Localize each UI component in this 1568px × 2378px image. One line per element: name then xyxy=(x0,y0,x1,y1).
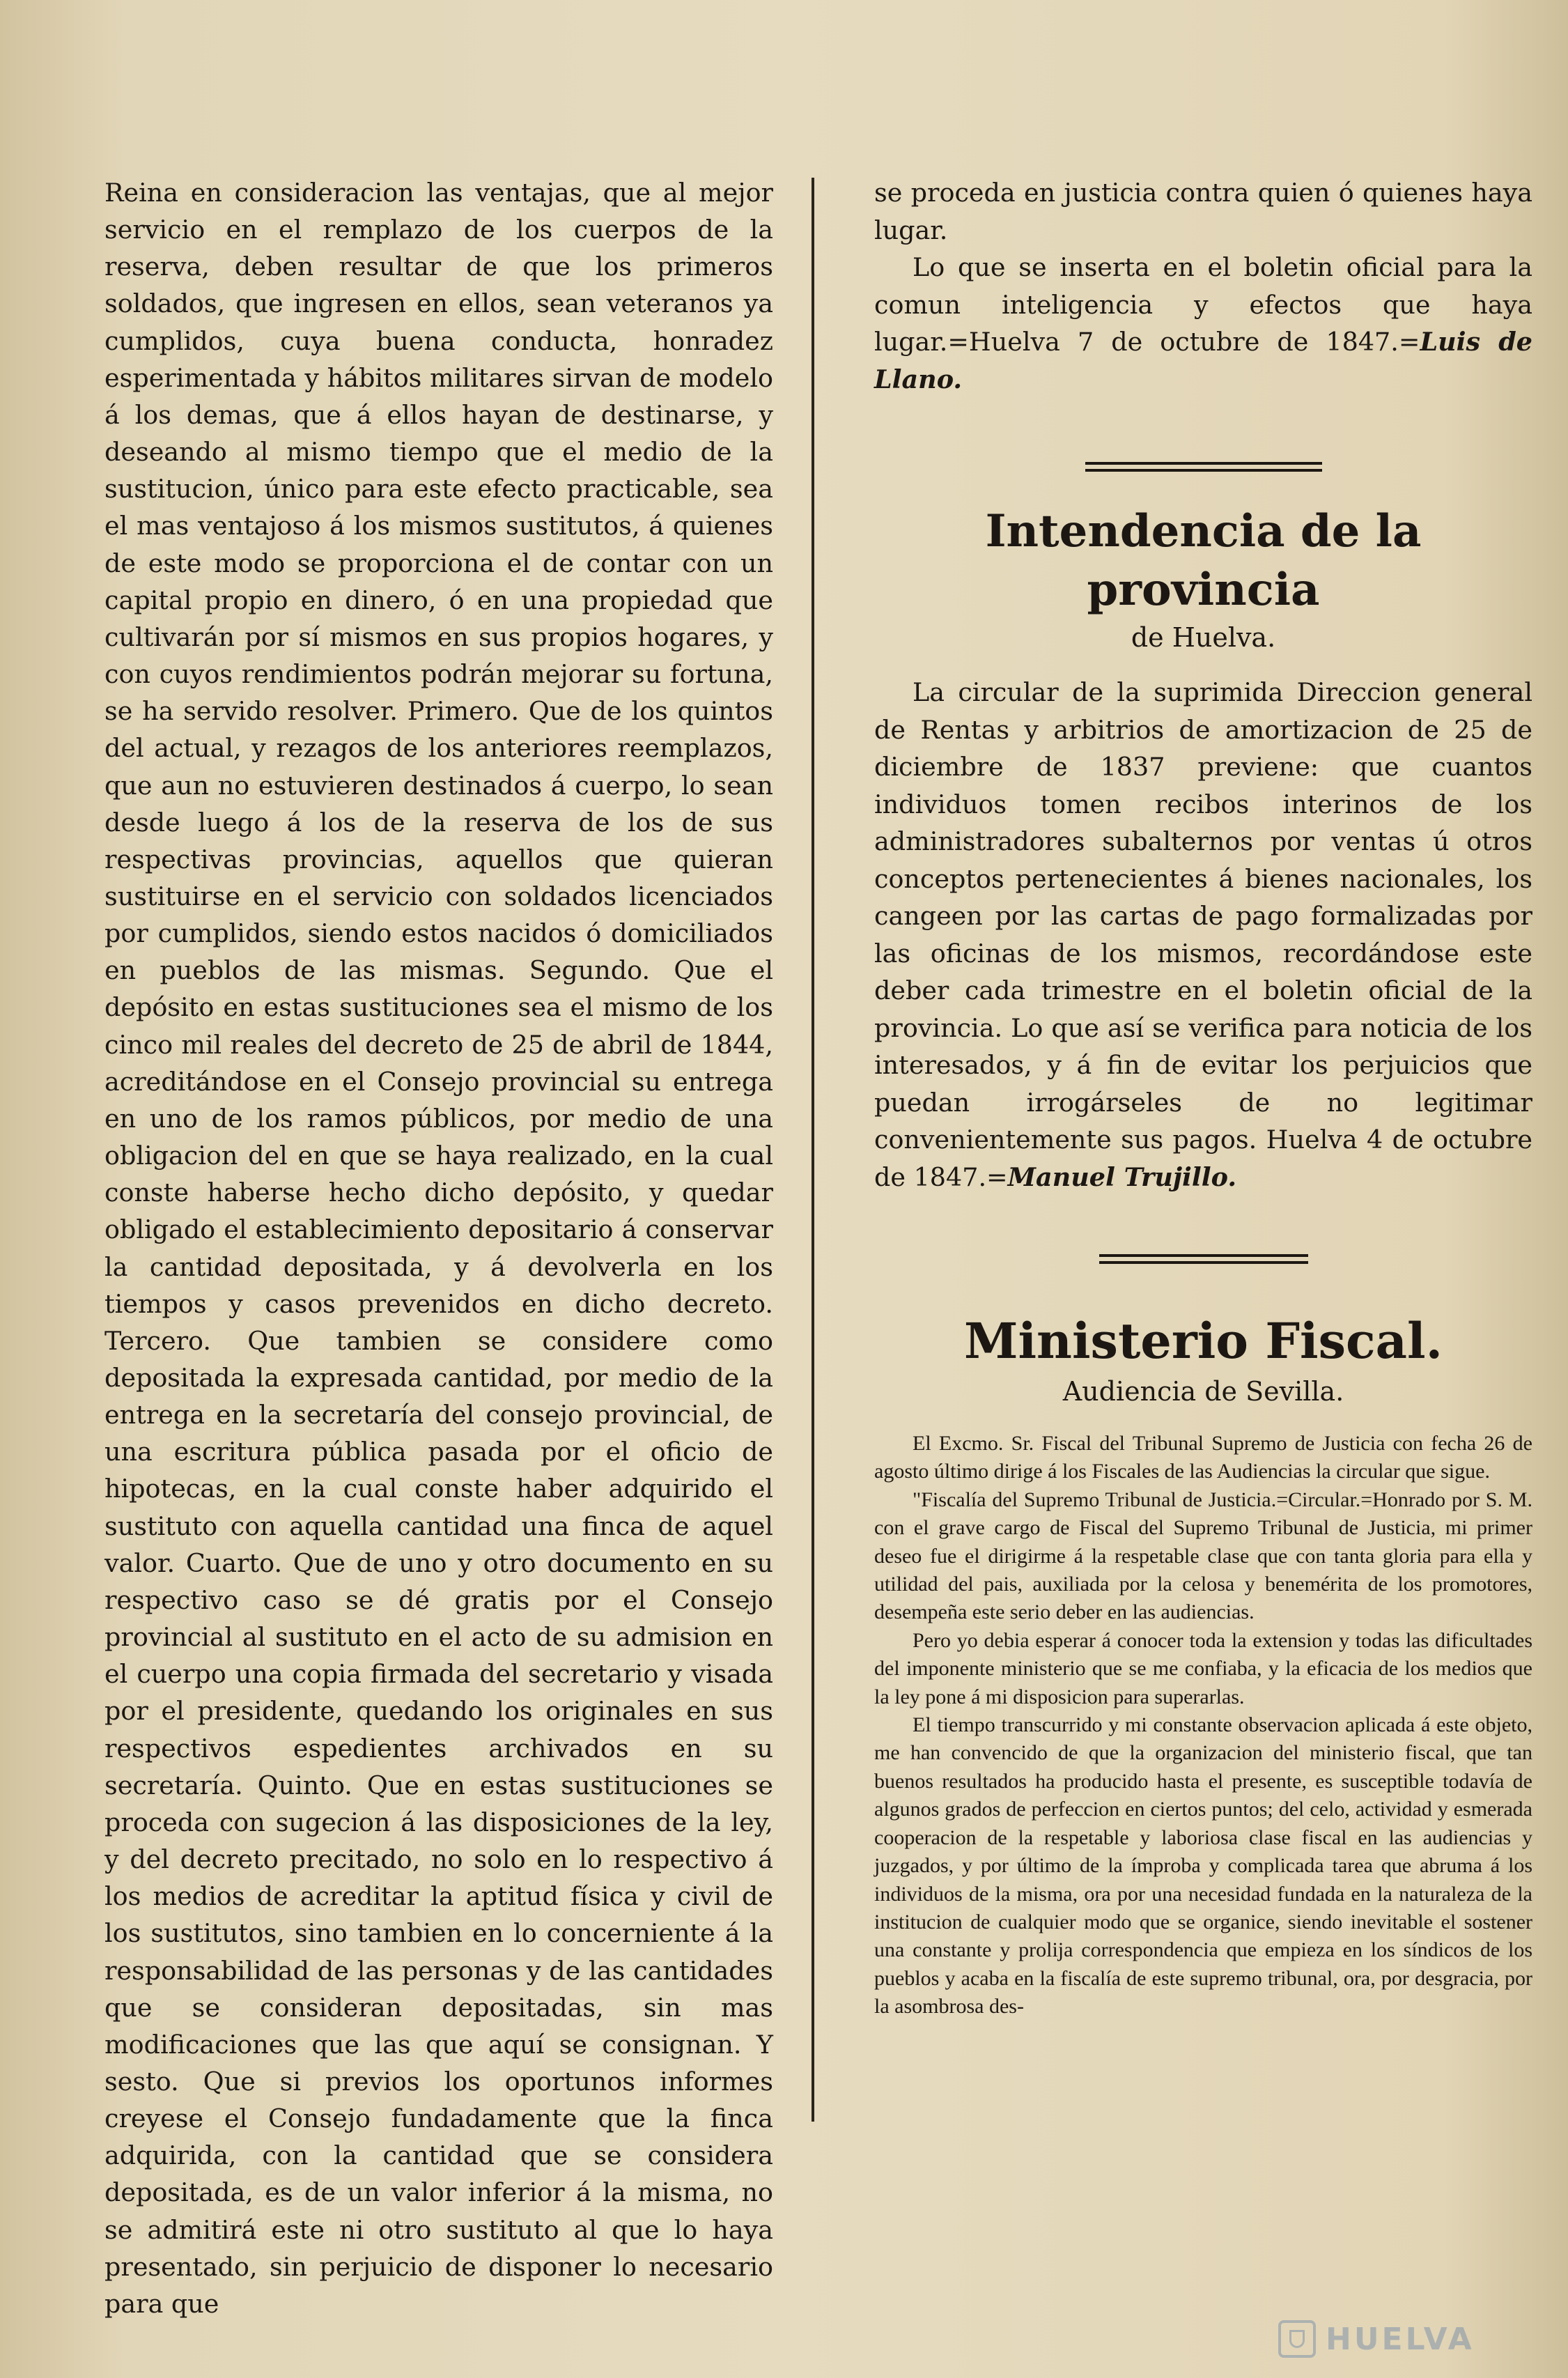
shield-logo-icon xyxy=(1278,2320,1316,2358)
intendencia-body-text: La circular de la suprimida Direccion general de Rentas y arbitrios de amortizacion de 25 de diciembre de 1837 previene: que cuantos individuos tomen recibos interinos de los administradores subalternos por ventas ú otros conceptos pertenecientes á bienes nacionales, los cangeen por las cartas de pago formalizadas por las oficinas de los mismos, recordándose este deber cada trimestre en el boletin oficial de la provincia. Lo que así se verifica para noticia de los interesados, y á fin de evitar los perjuicios que puedan irrogárseles de no legitimar convenientemente sus pagos. Huelva 4 de octubre de 1847.= xyxy=(874,677,1532,1192)
intendencia-signature: Manuel Trujillo. xyxy=(1007,1161,1237,1192)
publication-signature: Luis de Llano. xyxy=(874,327,1532,394)
decree-paragraph: Reina en consideracion las ventajas, que al mejor servicio en el remplazo de los cuerpos de la reserva, deben resultar de que los primeros soldados, que ingresen en ellos, sean veteranos ya cumplidos, cuya buena conducta, honradez esperimentada y hábitos militares sirvan de modelo á los demas, que á ellos hayan de destinarse, y deseando al mismo tiempo que el medio de la sustitucion, único para este efecto practicable, sea el mas ventajoso á los mismos sustitutos, á quienes de este modo se proporciona el de contar con un capital propio en dinero, ó en una propiedad que cultivarán por sí mismos en sus propios hogares, y con cuyos rendimientos podrán mejorar su fortuna, se ha servido resolver. Primero. Que de los quintos del actual, y rezagos de los anteriores reemplazos, que aun no estuvieren destinados á cuerpo, lo sean desde luego á los de la reserva de los de sus respectivas provincias, aquellos que quieran sustituirse en el servicio con soldados licenciados por cumplidos, siendo estos nacidos ó domiciliados en pueblos de las mismas. Segundo. Que el depósito en estas sustituciones sea el mismo de los cinco mil reales del decreto de 25 de abril de 1844, acreditándose en el Consejo provincial su entrega en uno de los ramos públicos, por medio de una obligacion del en que se haya realizado, en la cual conste haberse hecho dicho depósito, y quedar obligado el establecimiento depositario á conservar la cantidad depositada, y á devolverla en los tiempos y casos prevenidos en dicho decreto. Tercero. Que tambien se considere como depositada la expresada cantidad, por medio de la entrega en la secretaría del consejo provincial, de una escritura pública pasada por el oficio de hipotecas, en la cual conste haber adquirido el sustituto con aquella cantidad una finca de aquel valor. Cuarto. Que de uno y otro documento en su respectivo caso se dé gratis por el Consejo provincial al sustituto en el acto de su admision en el cuerpo una copia firmada del secretario y visada por el presidente, quedando los originales en sus respectivos espedientes archivados en su secretaría. Quinto. Que en estas sustituciones se proceda con sugecion á las disposiciones de la ley, y del decreto precitado, no solo en lo respectivo á los medios de acreditar la aptitud física y civil de los sustitutos, sino tambien en lo concerniente á la responsabilidad de las personas y de las cantidades que se consideran depositadas, sin mas modificaciones que las que aquí se consignan. Y sesto. Que si previos los oportunos informes creyese el Consejo fundadamente que la finca adquirida, con la cantidad que se considera depositada, es de un valor inferior á la misma, no se admitirá este ni otro sustituto al que lo haya presentado, sin perjuicio de disponer lo necesario para que xyxy=(104,178,773,2319)
ministerio-heading: Ministerio Fiscal. xyxy=(963,1312,1443,1370)
intendencia-subheading: de Huelva. xyxy=(1131,622,1276,653)
left-column xyxy=(104,174,773,2322)
watermark-text: HUELVA xyxy=(1326,2321,1475,2357)
ministerio-paragraph-2: "Fiscalía del Supremo Tribunal de Justicia.=Circular.=Honrado por S. M. con el grave cargo de Fiscal del Supremo Tribunal de Justicia, mi primer deseo fue el dirigirme á la respetable clase que con tanta gloria para ella y utilidad del pais, auxiliada por la celosa y benemérita de los promotores, desempeña este serio deber en las audiencias. xyxy=(874,1488,1532,1624)
section-divider-2 xyxy=(1099,1254,1308,1264)
ministerio-paragraph-3: Pero yo debia esperar á conocer toda la extension y todas las dificultades del imponente ministerio que se me confiaba, y la eficacia de los medios que la ley pone á mi disposicion para superarlas. xyxy=(874,1628,1532,1708)
ministerio-paragraph-4: El tiempo transcurrido y mi constante observacion aplicada á este objeto, me han convencido de que la organizacion del ministerio fiscal, que tan buenos resultados ha producido hasta el presente, es susceptible todavía de algunos grados de perfeccion en ciertos puntos; del celo, actividad y esmerada cooperacion de la respetable y laboriosa clase fiscal en las audiencias y juzgados, y por último de la ímproba y complicada tarea que abruma á los individuos de la misma, ora por una necesidad fundada en la naturaleza de la institucion de cualquier modo que se organice, siendo inevitable el sostener una constante y prolija correspondencia que empieza en los síndicos de los pueblos y acaba en la fiscalía de este supremo tribunal, ora, por desgracia, por la asombrosa des- xyxy=(874,1713,1532,2018)
column-divider xyxy=(812,178,814,2122)
archive-watermark xyxy=(1278,2315,1529,2363)
publication-note xyxy=(874,249,1532,398)
ministerio-paragraph-1: El Excmo. Sr. Fiscal del Tribunal Supremo de Justicia con fecha 26 de agosto último dirige á los Fiscales de las Audiencias la circular que sigue. xyxy=(874,1432,1532,1483)
ministerio-subheading: Audiencia de Sevilla. xyxy=(1062,1376,1344,1407)
right-column xyxy=(874,174,1532,2021)
section-divider-1 xyxy=(1085,462,1322,472)
intendencia-body xyxy=(874,674,1532,1196)
intendencia-heading: Intendencia de la provincia xyxy=(985,505,1422,616)
continuation-text: se proceda en justicia contra quien ó quienes haya lugar. xyxy=(874,178,1532,245)
publication-note-text: Lo que se inserta en el boletin oficial para la comun inteligencia y efectos que haya lugar.=Huelva 7 de octubre de 1847.= xyxy=(874,252,1532,357)
